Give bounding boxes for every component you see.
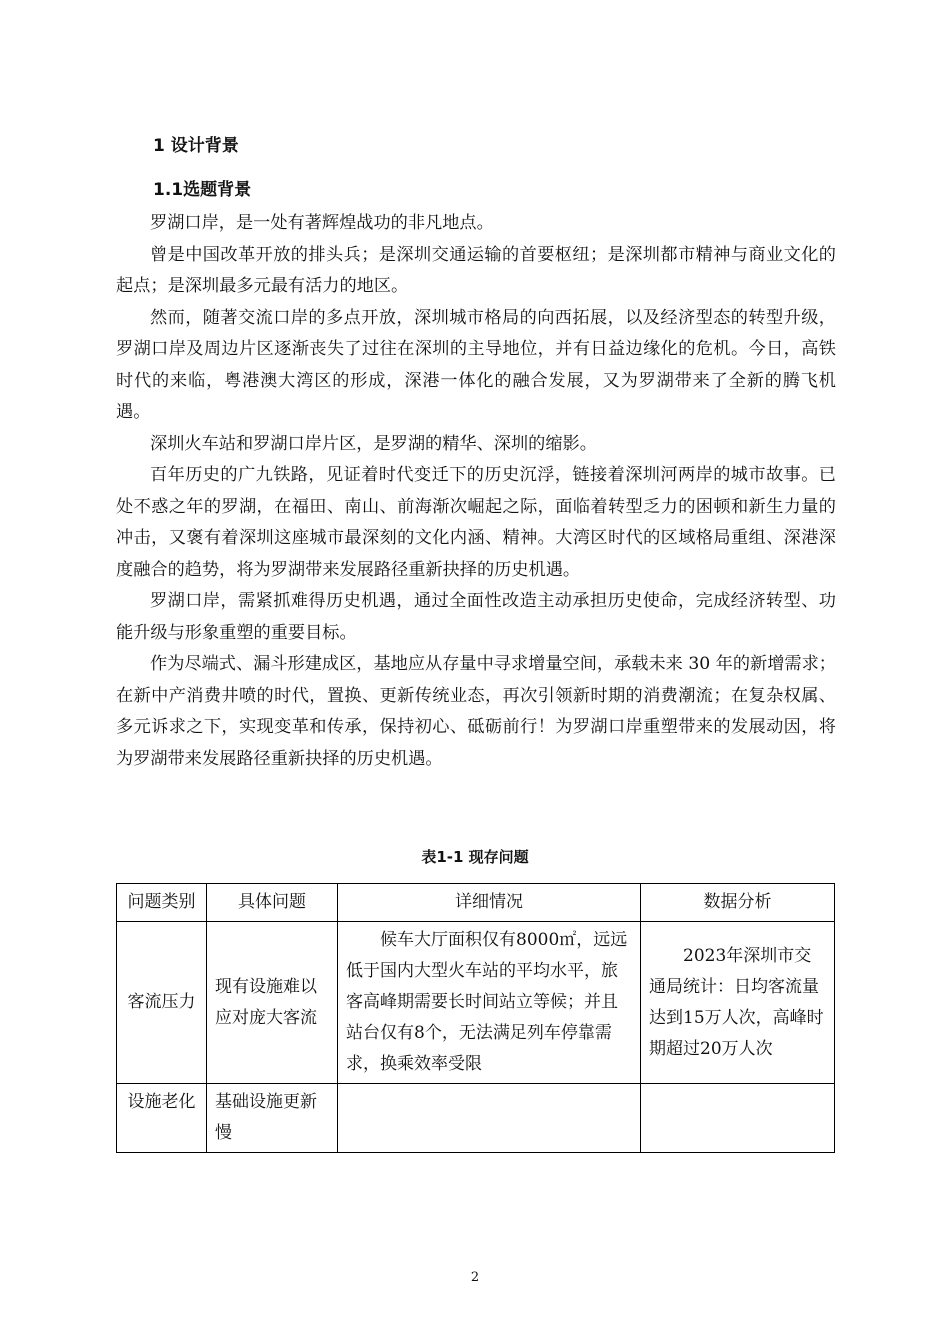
paragraph: 百年历史的广九铁路，见证着时代变迁下的历史沉浮，链接着深圳河两岸的城市故事。已处不惑之年的罗湖，在福田、南山、前海渐次崛起之际，面临着转型乏力的困顿和新生力量的冲击，又褒有着深圳这座城市最深刻的文化内涵、精神。大湾区时代的区域格局重组、深港深度融合的趋势，将为罗湖带来发展路径重新抉择的历史机遇。 <box>116 465 836 580</box>
cell-detail-text: 候车大厅面积仅有8000㎡，远远低于国内大型火车站的平均水平，旅客高峰期需要长时间站立等候；并且站台仅有8个，无法满足列车停靠需求，换乘效率受限 <box>346 930 628 1074</box>
table-row <box>117 1084 835 1153</box>
cell-analysis <box>641 922 835 1084</box>
paragraph: 然而，随著交流口岸的多点开放，深圳城市格局的向西拓展，以及经济型态的转型升级，罗湖口岸及周边片区逐渐丧失了过往在深圳的主导地位，并有日益边缘化的危机。今日，高铁时代的来临，粤港澳大湾区的形成，深港一体化的融合发展，又为罗湖带来了全新的腾飞机遇。 <box>116 307 836 422</box>
page-number: 2 <box>470 1270 480 1285</box>
cell-issue: 现有设施难以应对庞大客流 <box>207 922 338 1084</box>
cell-analysis <box>641 1084 835 1153</box>
section-heading: 1 设计背景 <box>153 136 239 156</box>
cell-category: 设施老化 <box>117 1084 207 1153</box>
subsection-heading: 1.1选题背景 <box>153 180 252 200</box>
cell-detail <box>338 1084 641 1153</box>
paragraph: 深圳火车站和罗湖口岸片区，是罗湖的精华、深圳的缩影。 <box>150 433 597 454</box>
body-text <box>116 208 836 775</box>
table-caption: 表1-1 现存问题 <box>421 848 529 866</box>
cell-detail <box>338 922 641 1084</box>
header-detail: 详细情况 <box>338 884 641 922</box>
cell-analysis-text: 2023年深圳市交通局统计：日均客流量达到15万人次，高峰时期超过20万人次 <box>649 945 824 1059</box>
header-analysis: 数据分析 <box>641 884 835 922</box>
paragraph: 罗湖口岸，需紧抓难得历史机遇，通过全面性改造主动承担历史使命，完成经济转型、功能升级与形象重塑的重要目标。 <box>116 591 836 643</box>
cell-issue: 基础设施更新慢 <box>207 1084 338 1153</box>
paragraph: 曾是中国改革开放的排头兵；是深圳交通运输的首要枢纽；是深圳都市精神与商业文化的起点；是深圳最多元最有活力的地区。 <box>116 244 836 296</box>
table-row <box>117 922 835 1084</box>
cell-category: 客流压力 <box>117 922 207 1084</box>
paragraph: 罗湖口岸，是一处有著辉煌战功的非凡地点。 <box>150 213 494 233</box>
header-issue: 具体问题 <box>207 884 338 922</box>
table-header-row <box>117 884 835 922</box>
paragraph: 作为尽端式、漏斗形建成区，基地应从存量中寻求增量空间，承载未来 30 年的新增需求；在新中产消费井喷的时代，置换、更新传统业态，再次引领新时期的消费潮流；在复杂权属、多元诉求之下，实现变革和传承，保持初心、砥砺前行！为罗湖口岸重塑带来的发展动因，将为罗湖带来发展路径重新抉择的历史机遇。 <box>116 654 836 769</box>
issues-table <box>116 883 835 1153</box>
header-category: 问题类别 <box>117 884 207 922</box>
